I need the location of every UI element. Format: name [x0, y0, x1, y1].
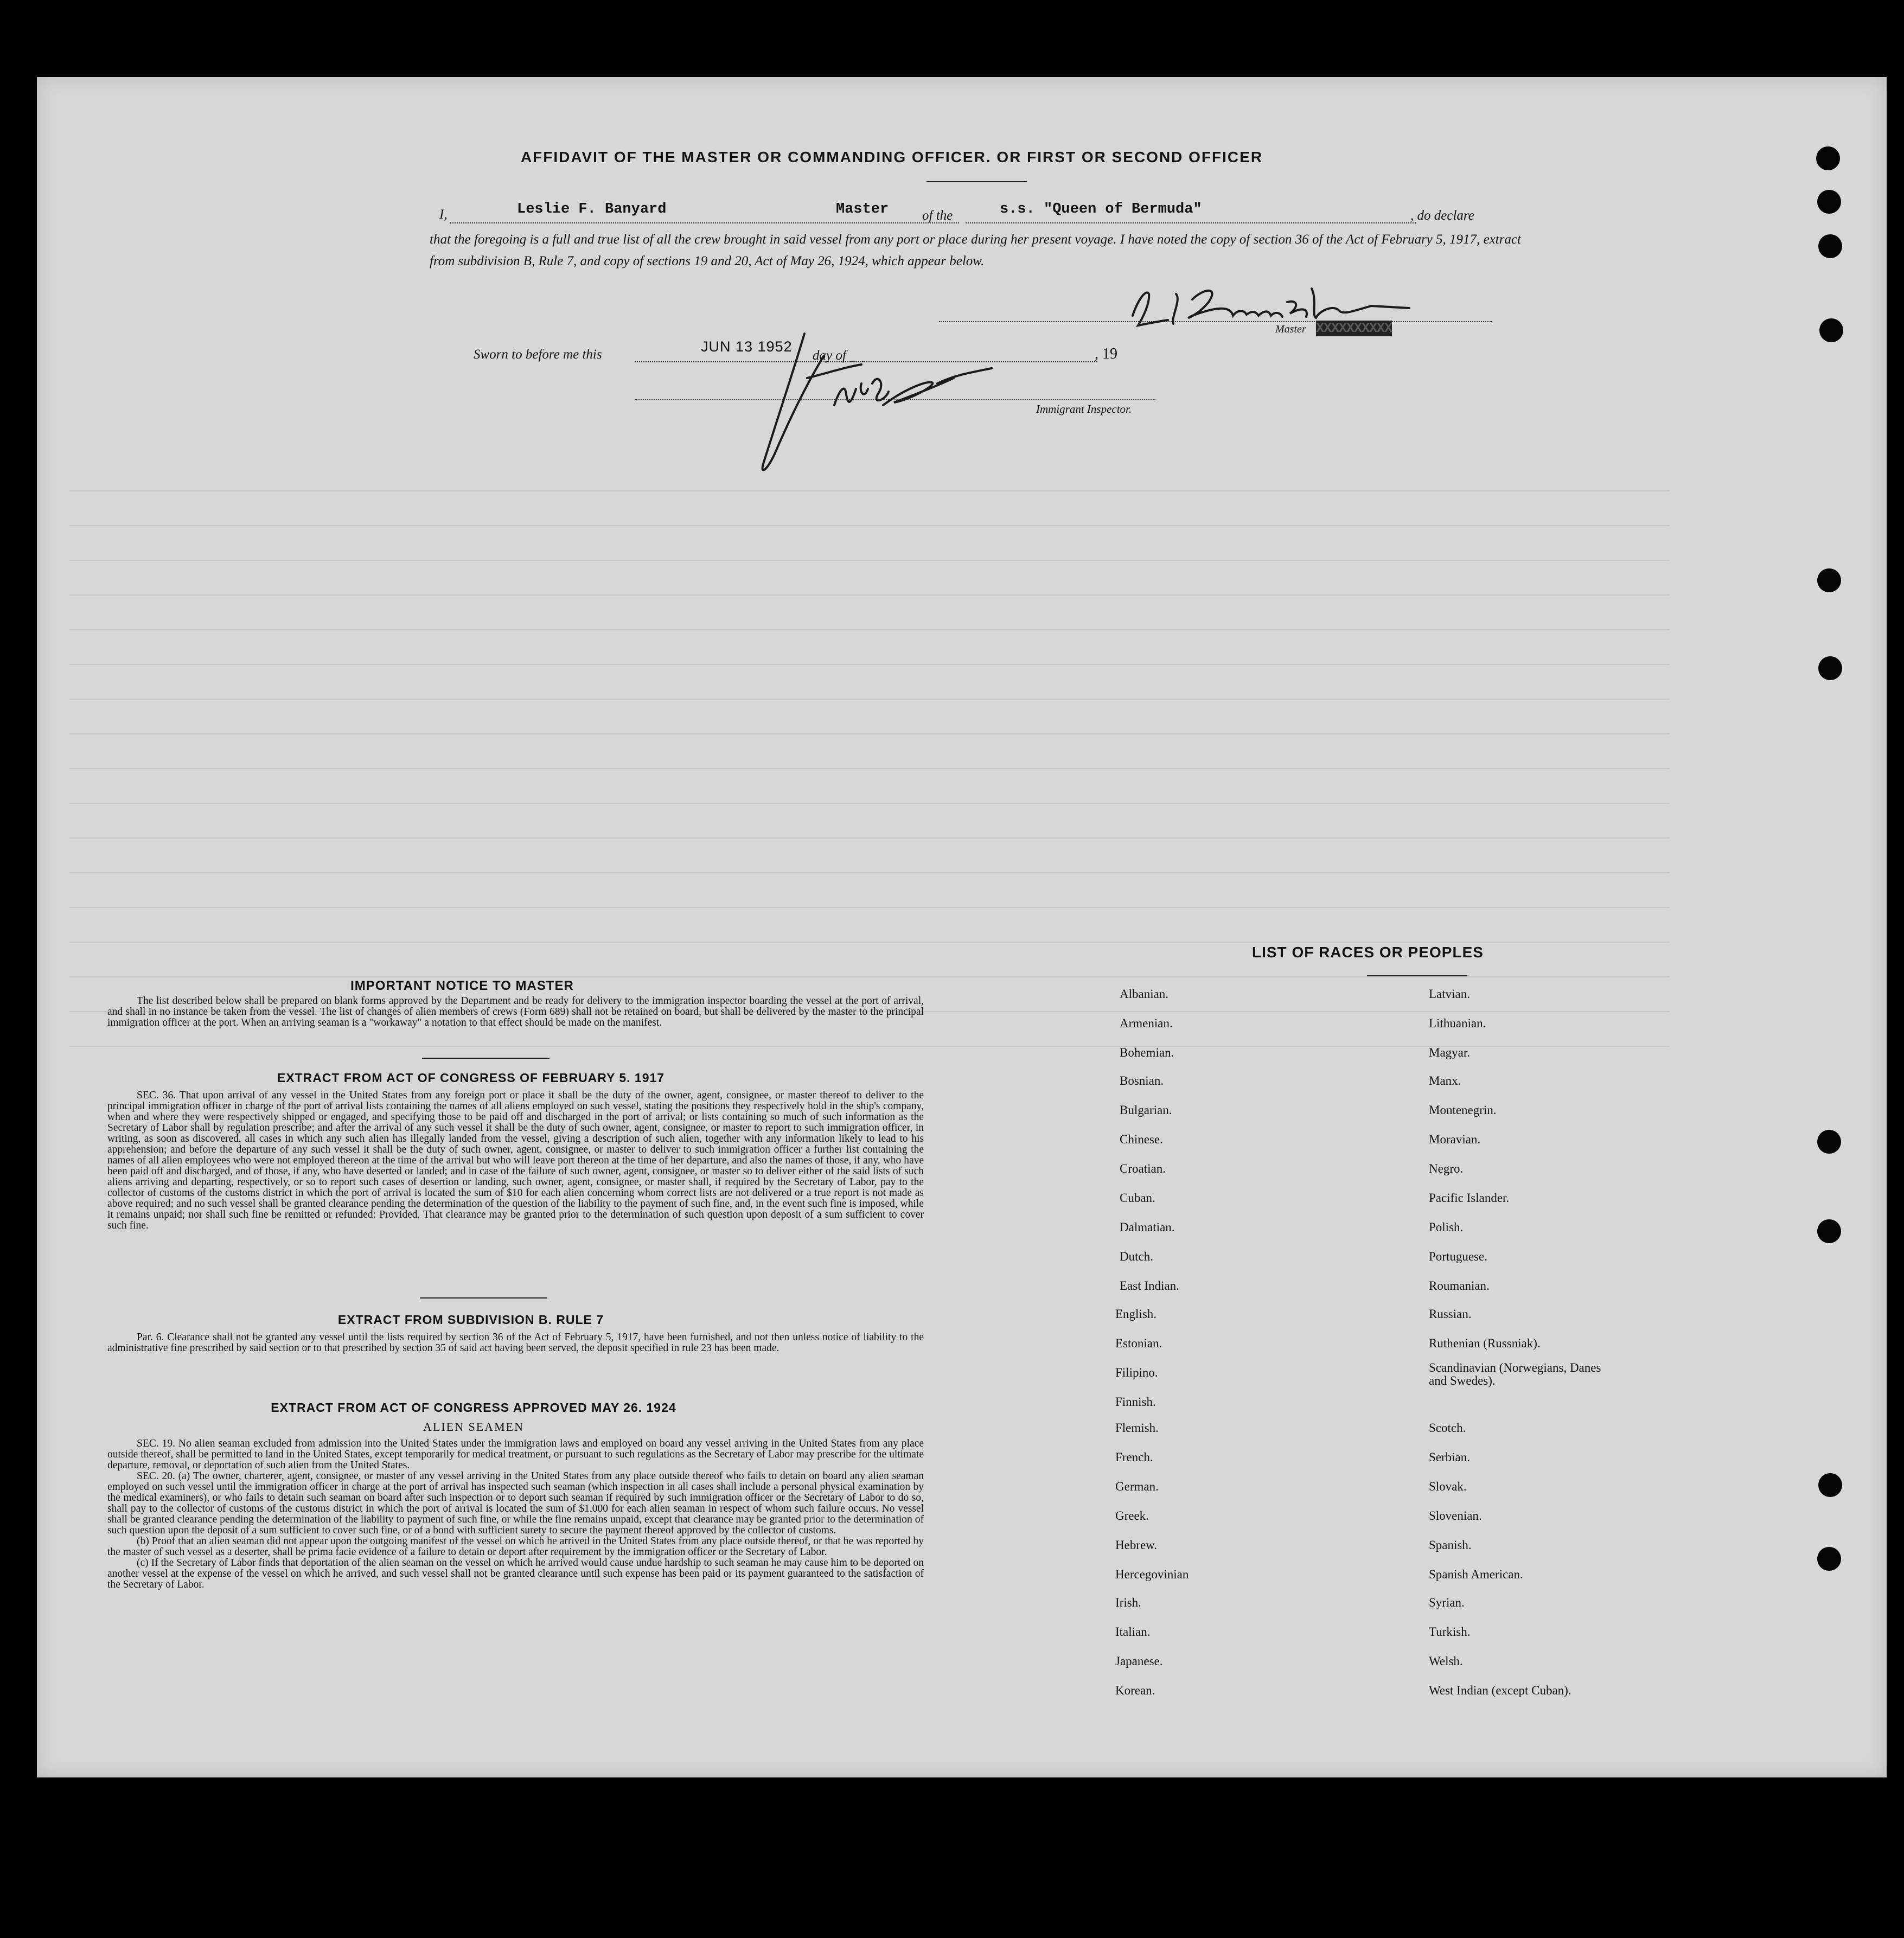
- extract-rule7-paragraph: Par. 6. Clearance shall not be granted any vessel until the lists required by section 36 of the Act of February 5, 1917, have been furnished, and not then unless notice of liability to the administrative fine prescribed by said section or to that prescribed by section 35 of said act having been served, the deposit specified in rule 23 has been made.: [107, 1332, 924, 1354]
- race-item: Montenegrin.: [1429, 1103, 1497, 1117]
- race-item: Flemish.: [1115, 1421, 1159, 1435]
- race-item: Irish.: [1115, 1596, 1141, 1609]
- race-item: German.: [1115, 1480, 1159, 1493]
- race-item: Lithuanian.: [1429, 1016, 1486, 1030]
- year-label: , 19: [1095, 346, 1117, 362]
- sec-20b-paragraph: (b) Proof that an alien seaman did not appear upon the outgoing manifest of the vessel on which he arrived in the United States from any place outside thereof, or that he was reported by the master of such vessel as a deserter, shall be prima facie evidence of a failure to detain or deport after requirement by the immigration officer or the Secretary of Labor.: [107, 1536, 924, 1558]
- punch-hole: [1818, 1473, 1842, 1497]
- document-sheet: [37, 77, 1887, 1777]
- races-title: LIST OF RACES OR PEOPLES: [1252, 944, 1484, 961]
- sworn-label: Sworn to before me this: [474, 347, 602, 362]
- alien-seamen-subtitle: ALIEN SEAMEN: [423, 1420, 524, 1434]
- extract-rule7-title: EXTRACT FROM SUBDIVISION B. RULE 7: [337, 1313, 604, 1327]
- master-position: Master: [836, 201, 889, 218]
- day-of-label: day of: [813, 348, 846, 363]
- race-item: Manx.: [1429, 1074, 1461, 1088]
- inspector-label: Immigrant Inspector.: [1036, 402, 1132, 415]
- race-item: Cuban.: [1120, 1191, 1155, 1205]
- race-item: Spanish American.: [1429, 1568, 1523, 1581]
- inspector-line: [635, 399, 1155, 400]
- race-item: Hebrew.: [1115, 1538, 1158, 1552]
- race-item: Bulgarian.: [1120, 1103, 1172, 1117]
- sec-20a-paragraph: SEC. 20. (a) The owner, charterer, agent, consignee, or master of any vessel arriving in the United States from any place outside thereof who fails to detain on board any alien seaman employed on such vessel until the immigration officer in charge at the port of arrival has inspected such seaman (which inspection in all cases shall include a personal physical examination by the medical examiners), or who fails to detain such seaman on board after such inspection or to deport such seaman if required by such immigration officer or the Secretary of Labor to do so, shall pay to the collector of customs of the customs district in which the port of arrival is located the sum of $1,000 for each alien seaman in respect of whom such failure occurs. No vessel shall be granted clearance pending the determination of the liability to payment of such fine, or while the fine remains unpaid, except that clearance may be granted prior to the determination of such question upon the deposit of a sum sufficient to cover such fine, or of a bond with sufficient surety to secure the payment thereof approved by the collector of customs.: [107, 1470, 924, 1536]
- do-declare-label: , do declare: [1410, 208, 1474, 223]
- name-line: [450, 222, 959, 223]
- race-item: Armenian.: [1120, 1016, 1173, 1030]
- race-item: Slovak.: [1429, 1480, 1467, 1493]
- race-item: Croatian.: [1120, 1162, 1166, 1175]
- race-item: Polish.: [1429, 1220, 1464, 1234]
- race-item: Dalmatian.: [1120, 1220, 1175, 1234]
- bleed-through-texture: [69, 457, 1670, 1053]
- race-item: Pacific Islander.: [1429, 1191, 1510, 1205]
- sworn-date-stamp: JUN 13 1952: [701, 338, 793, 355]
- race-item: Spanish.: [1429, 1538, 1472, 1552]
- race-item: Scotch.: [1429, 1421, 1466, 1435]
- race-item: Bosnian.: [1120, 1074, 1164, 1088]
- notice-divider: [422, 1058, 550, 1059]
- race-item: Finnish.: [1115, 1395, 1156, 1409]
- of-the-label: of the: [922, 208, 953, 223]
- race-item: English.: [1115, 1307, 1157, 1321]
- punch-hole: [1817, 568, 1841, 592]
- extract-1917-paragraph: SEC. 36. That upon arrival of any vessel in the United States from any foreign port or place it shall be the duty of the owner, agent, consignee, or master thereof to deliver to the principal immigration officer in charge of the port of arrival lists containing the names of all aliens employed on such vessel, stating the positions they respectively hold in the ship's company, when and where they were respectively shipped or engaged, and specifying those to be paid off and discharged in the port of arrival; or lists containing so much of such information as the Secretary of Labor shall by regulation prescribe; and after the arrival of any such vessel it shall be the duty of such owner, agent, consignee, or master to report to such immigration officer, in writing, as soon as discovered, all cases in which any such alien has illegally landed from the vessel, giving a description of such alien, together with any information likely to lead to his apprehension; and before the departure of any such vessel it shall be the duty of such owner, agent, consignee, or master to deliver to such immigration officer a further list containing the names of all alien employees who were not employed thereon at the time of the arrival but who will leave port thereon at the time of her departure, and also the names of those, if any, who have been paid off and discharged, and of those, if any, who have deserted or landed; and in case of the failure of such owner, agent, consignee, or master so to deliver either of the said lists of such aliens arriving and departing, respectively, or so to report such cases of desertion or landing, such owner, agent, consignee, or master shall, if required by the Secretary of Labor, pay to the collector of customs of the customs district in which the port of arrival is located the sum of $10 for each alien concerning whom correct lists are not delivered or a true report is not made as above required; and no such vessel shall be granted clearance pending the determination of the question of the liability to the payment of such fine, and, in the event such fine is imposed, while it remains unpaid; nor shall such fine be remitted or refunded: Provided, That clearance may be granted prior to the determination of such question upon deposit of a sum sufficient to cover such fine.: [107, 1090, 924, 1231]
- punch-hole: [1818, 234, 1842, 258]
- race-item: Bohemian.: [1120, 1046, 1174, 1059]
- struck-officer-title: XXXXXXXXXX: [1316, 321, 1392, 336]
- inspector-signature: [699, 324, 1002, 481]
- sec-20c-paragraph: (c) If the Secretary of Labor finds that deportation of the alien seaman on the vessel on which he arrived would cause undue hardship to such seaman he may cause him to be deported on another vessel at the expense of the vessel on which he arrived, and such vessel shall not be granted clearance until such expense has been paid or its payment guaranteed to the satisfaction of the Secretary of Labor.: [107, 1557, 924, 1590]
- extract-1917-text: [107, 1090, 924, 1231]
- affidavit-body: that the foregoing is a full and true list of all the crew brought in said vessel from any port or place during her present voyage. I have noted the copy of section 36 of the Act of February 5, 1917, extract from subdivision B, Rule 7, and copy of sections 19 and 20, Act of May 26, 1924, which appear below.: [430, 232, 1521, 268]
- extract-1924-text: [107, 1438, 924, 1590]
- race-item: Slovenian.: [1429, 1509, 1482, 1523]
- notice-paragraph: The list described below shall be prepared on blank forms approved by the Department and be ready for delivery to the immigration inspector boarding the vessel at the port of arrival, and shall in no instance be taken from the vessel. The list of changes of alien members of crews (Form 689) shall not be retained on board, but shall be delivered by the master to the principal immigration officer at the port. When an arriving seaman is a "workaway" a notation to that effect should be made on the manifest.: [107, 995, 924, 1028]
- extract-1924-title: EXTRACT FROM ACT OF CONGRESS APPROVED MAY 26. 1924: [271, 1400, 676, 1415]
- race-item: Scandinavian (Norwegians, Danes and Swedes).: [1429, 1361, 1601, 1387]
- title-underline: [927, 181, 1027, 182]
- race-item: Roumanian.: [1429, 1279, 1490, 1293]
- punch-hole: [1817, 1219, 1841, 1243]
- race-item: West Indian (except Cuban).: [1429, 1684, 1571, 1697]
- race-item: Syrian.: [1429, 1596, 1465, 1609]
- master-label: Master: [1275, 323, 1306, 335]
- notice-title: IMPORTANT NOTICE TO MASTER: [350, 978, 574, 993]
- notice-text: [107, 996, 924, 1028]
- race-item: Ruthenian (Russniak).: [1429, 1336, 1541, 1350]
- race-item: Welsh.: [1429, 1654, 1463, 1668]
- affidavit-title: AFFIDAVIT OF THE MASTER OR COMMANDING OFFICER. OR FIRST OR SECOND OFFICER: [520, 149, 1263, 165]
- race-item: Dutch.: [1120, 1250, 1153, 1263]
- punch-hole: [1817, 190, 1841, 214]
- race-item: Negro.: [1429, 1162, 1464, 1175]
- race-item: Chinese.: [1120, 1133, 1163, 1146]
- race-item: Italian.: [1115, 1625, 1151, 1639]
- extract-1917-title: EXTRACT FROM ACT OF CONGRESS OF FEBRUARY 5. 1917: [277, 1071, 665, 1085]
- race-item: Greek.: [1115, 1509, 1149, 1523]
- race-item: Russian.: [1429, 1307, 1472, 1321]
- punch-hole: [1816, 146, 1840, 170]
- race-item: Japanese.: [1115, 1654, 1163, 1668]
- race-item: Latvian.: [1429, 987, 1470, 1001]
- race-item: Magyar.: [1429, 1046, 1471, 1059]
- race-item: Filipino.: [1115, 1366, 1158, 1379]
- master-name: Leslie F. Banyard: [517, 201, 667, 218]
- race-item: Korean.: [1115, 1684, 1155, 1697]
- sec-19-paragraph: SEC. 19. No alien seaman excluded from admission into the United States under the immigration laws and employed on board any vessel arriving in the United States from any place outside thereof, shall be permitted to land in the United States, except temporarily for medical treatment, or pursuant to such regulations as the Secretary of Labor may prescribe for the ultimate departure, removal, or deportation of such alien from the United States.: [107, 1438, 924, 1471]
- punch-hole: [1817, 1130, 1841, 1154]
- i-label: I,: [439, 207, 448, 222]
- race-item: Portuguese.: [1429, 1250, 1487, 1263]
- race-item: Hercegovinian: [1115, 1568, 1189, 1581]
- race-item: Estonian.: [1115, 1336, 1162, 1350]
- punch-hole: [1818, 656, 1842, 680]
- race-item: Moravian.: [1429, 1133, 1481, 1146]
- race-item: Albanian.: [1120, 987, 1169, 1001]
- extract-rule7-text: [107, 1332, 924, 1354]
- race-item: Serbian.: [1429, 1450, 1471, 1464]
- punch-hole: [1817, 1547, 1841, 1571]
- race-item: French.: [1115, 1450, 1153, 1464]
- race-item: Turkish.: [1429, 1625, 1471, 1639]
- race-item: East Indian.: [1120, 1279, 1179, 1293]
- extract-1917-divider: [420, 1297, 547, 1299]
- races-divider: [1367, 975, 1467, 976]
- vessel-line: [966, 222, 1416, 223]
- vessel-name: s.s. "Queen of Bermuda": [1000, 201, 1202, 218]
- punch-hole: [1819, 318, 1843, 342]
